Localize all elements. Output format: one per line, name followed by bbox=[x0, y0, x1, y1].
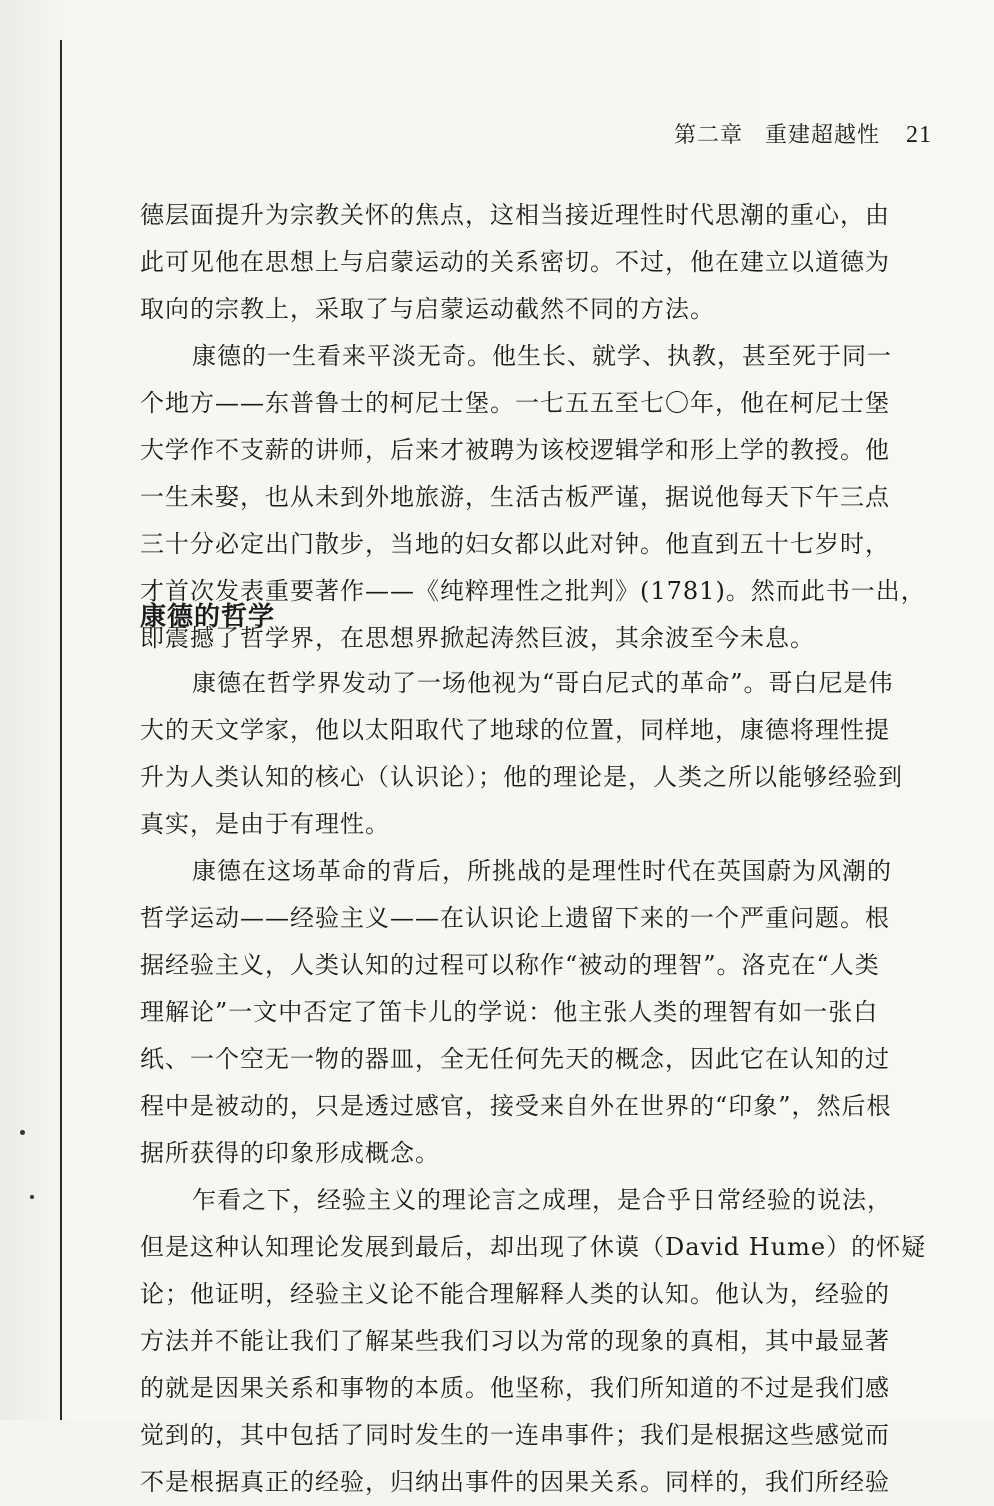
text-line: 康德在哲学界发动了一场他视为“哥白尼式的革命”。哥白尼是伟 bbox=[192, 669, 894, 697]
text-line: 个地方——东普鲁士的柯尼士堡。一七五五至七〇年，他在柯尼士堡 bbox=[140, 389, 890, 417]
header-chapter: 第二章 bbox=[673, 123, 743, 148]
text-line: 取向的宗教上，采取了与启蒙运动截然不同的方法。 bbox=[140, 295, 715, 323]
text-line: 康德的一生看来平淡无奇。他生长、就学、执教，甚至死于同一 bbox=[192, 342, 892, 370]
text-line: 大的天文学家，他以太阳取代了地球的位置，同样地，康德将理性提 bbox=[140, 716, 890, 744]
body-text-block-1 bbox=[140, 192, 934, 662]
text-line: 乍看之下，经验主义的理论言之成理，是合乎日常经验的说法， bbox=[192, 1186, 892, 1214]
text-line: 真实，是由于有理性。 bbox=[140, 810, 390, 838]
text-line: 据所获得的印象形成概念。 bbox=[140, 1139, 440, 1167]
section-heading: 康德的哲学 bbox=[140, 602, 276, 632]
text-line: 方法并不能让我们了解某些我们习以为常的现象的真相，其中最显著 bbox=[140, 1327, 890, 1355]
page-number: 21 bbox=[906, 122, 932, 148]
text-line: 理解论”一文中否定了笛卡儿的学说：他主张人类的理智有如一张白 bbox=[140, 998, 879, 1026]
text-line: 三十分必定出门散步，当地的妇女都以此对钟。他直到五十七岁时， bbox=[140, 530, 890, 558]
text-line: 哲学运动——经验主义——在认识论上遗留下来的一个严重问题。根 bbox=[140, 904, 890, 932]
text-line: 但是这种认知理论发展到最后，却出现了休谟（David Hume）的怀疑 bbox=[140, 1233, 927, 1261]
text-line: 德层面提升为宗教关怀的焦点，这相当接近理性时代思潮的重心，由 bbox=[140, 201, 890, 229]
text-line: 觉到的，其中包括了同时发生的一连串事件；我们是根据这些感觉而 bbox=[140, 1421, 890, 1449]
text-line: 纸、一个空无一物的器皿，全无任何先天的概念，因此它在认知的过 bbox=[140, 1045, 890, 1073]
text-line: 康德在这场革命的背后，所挑战的是理性时代在英国蔚为风潮的 bbox=[192, 857, 892, 885]
running-header bbox=[674, 118, 932, 149]
page-binding-edge bbox=[60, 40, 62, 1420]
header-chapter-title: 重建超越性 bbox=[764, 123, 880, 148]
text-line: 不是根据真正的经验，归纳出事件的因果关系。同样的，我们所经验 bbox=[140, 1468, 890, 1496]
text-line: 大学作不支薪的讲师，后来才被聘为该校逻辑学和形上学的教授。他 bbox=[140, 436, 890, 464]
text-line: 据经验主义，人类认知的过程可以称作“被动的理智”。洛克在“人类 bbox=[140, 951, 880, 979]
text-line: 论；他证明，经验主义论不能合理解释人类的认知。他认为，经验的 bbox=[140, 1280, 890, 1308]
text-line: 才首次发表重要著作——《纯粹理性之批判》(1781)。然而此书一出， bbox=[140, 577, 926, 605]
scan-speck bbox=[20, 1130, 25, 1135]
text-line: 即震撼了哲学界，在思想界掀起涛然巨波，其余波至今未息。 bbox=[140, 624, 815, 652]
text-line: 此可见他在思想上与启蒙运动的关系密切。不过，他在建立以道德为 bbox=[140, 248, 890, 276]
body-text-block-2 bbox=[140, 660, 934, 1506]
text-line: 一生未娶，也从未到外地旅游，生活古板严谨，据说他每天下午三点 bbox=[140, 483, 890, 511]
text-line: 的就是因果关系和事物的本质。他坚称，我们所知道的不过是我们感 bbox=[140, 1374, 890, 1402]
text-line: 升为人类认知的核心（认识论）；他的理论是，人类之所以能够经验到 bbox=[140, 763, 903, 791]
text-line: 程中是被动的，只是透过感官，接受来自外在世界的“印象”，然后根 bbox=[140, 1092, 892, 1120]
scan-speck bbox=[30, 1195, 34, 1199]
